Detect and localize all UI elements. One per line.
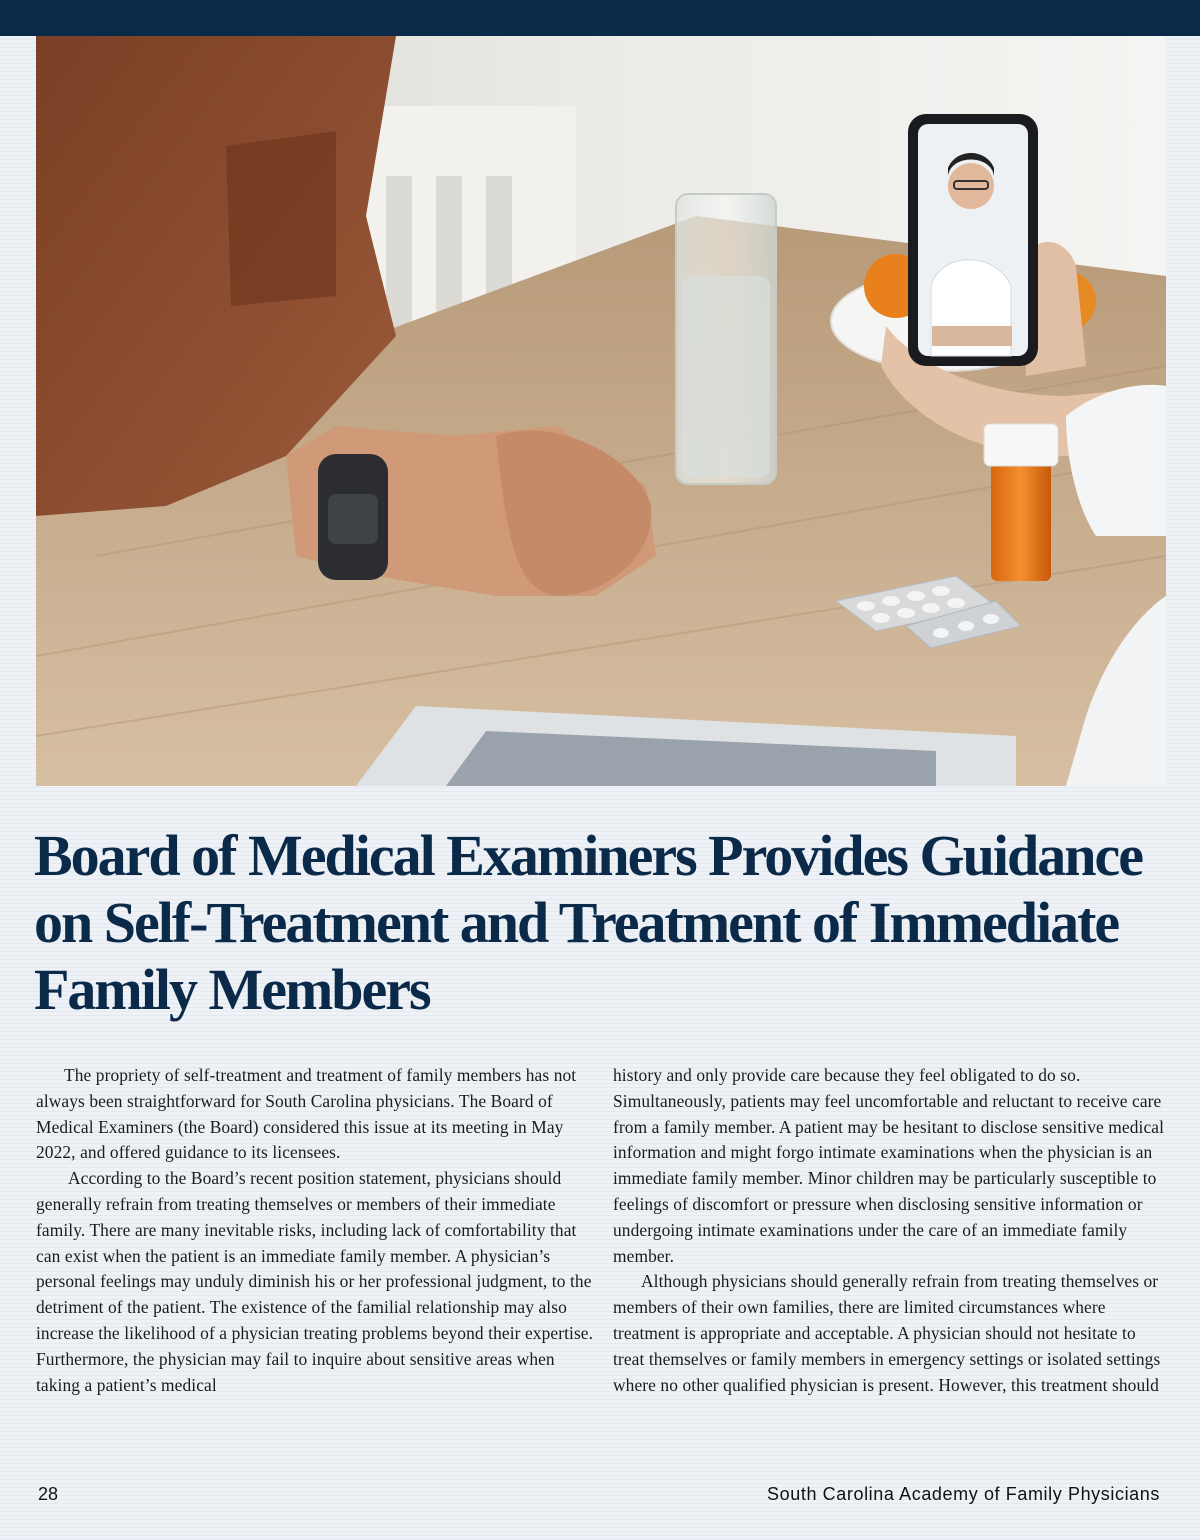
top-banner (0, 0, 1200, 36)
paragraph: Although physicians should generally refrain from treating themselves or members of their own families, there are limited circumstances where treatment is appropriate and acceptable. A physician should not hesitate to treat themselves or family members in emergency settings or isolated settings where no other qualified physician is present. However, this treatment should (613, 1271, 1161, 1395)
article-column-left (36, 1063, 596, 1398)
footer-organization: South Carolina Academy of Family Physicians (767, 1484, 1160, 1504)
article-column-right (613, 1063, 1168, 1398)
paragraph: According to the Board’s recent position statement, physicians should generally refrain from treating themselves or members of their immediate family. There are many inevitable risks, including lack of comfortability that can exist when the patient is an immediate family member. A physician’s personal feelings may unduly diminish his or her professional judgment, to the detriment of the patient. The existence of the familial relationship may also increase the likelihood of a physician treating problems beyond their expertise. Furthermore, the physician may fail to inquire about sensitive areas when taking a patient’s medical (36, 1168, 594, 1395)
article-headline: Board of Medical Examiners Provides Guidance on Self-Treatment and Treatment of Immediate Family Members (34, 823, 1142, 1022)
page-number: 28 (38, 1484, 59, 1504)
paragraph: history and only provide care because they feel obligated to do so. Simultaneously, patients may feel uncomfortable and reluctant to receive care from a family member. A patient may be hesitant to disclose sensitive medical information and might forgo intimate examinations when the physician is an immediate family member. Minor children may be particularly susceptible to feelings of discomfort or pressure when disclosing sensitive information or undergoing intimate examinations under the care of an immediate family member. (613, 1065, 1165, 1266)
paragraph: The propriety of self-treatment and treatment of family members has not always been straightforward for South Carolina physicians. The Board of Medical Examiners (the Board) considered this issue at its meeting in May 2022, and offered guidance to its licensees. (36, 1065, 577, 1163)
hero-photo (36, 36, 1166, 786)
